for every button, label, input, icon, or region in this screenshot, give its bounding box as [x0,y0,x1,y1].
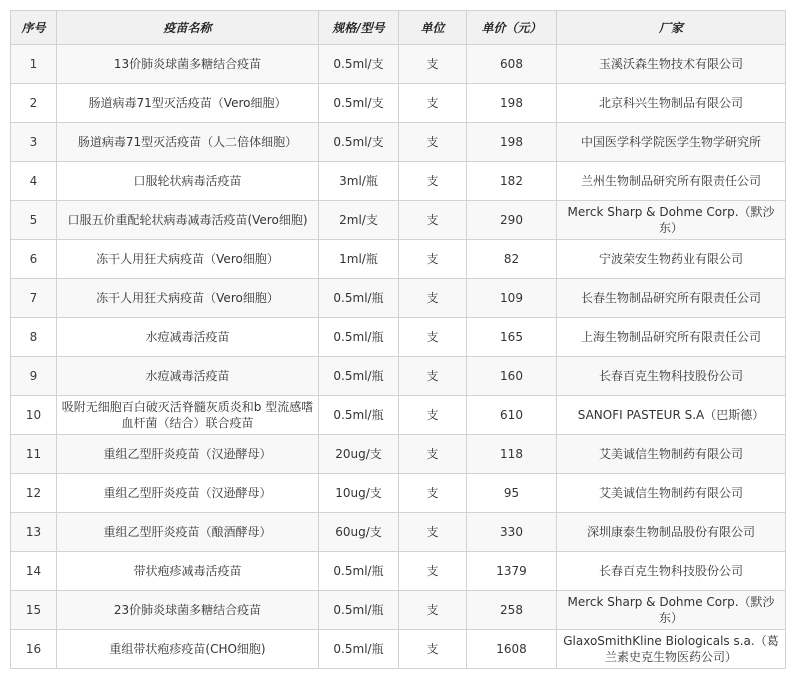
cell-spec: 0.5ml/瓶 [319,591,399,630]
cell-spec: 2ml/支 [319,201,399,240]
vaccine-price-table [10,10,786,669]
cell-spec: 3ml/瓶 [319,162,399,201]
cell-spec: 1ml/瓶 [319,240,399,279]
cell-price: 160 [467,357,557,396]
cell-name: 13价肺炎球菌多糖结合疫苗 [57,45,319,84]
header-spec: 规格/型号 [319,11,399,45]
cell-name: 重组带状疱疹疫苗(CHO细胞) [57,630,319,669]
cell-name: 水痘减毒活疫苗 [57,357,319,396]
cell-unit: 支 [399,84,467,123]
cell-price: 165 [467,318,557,357]
cell-no: 6 [11,240,57,279]
table-row [11,279,786,318]
cell-unit: 支 [399,474,467,513]
cell-unit: 支 [399,513,467,552]
cell-unit: 支 [399,123,467,162]
cell-spec: 0.5ml/支 [319,123,399,162]
cell-no: 2 [11,84,57,123]
cell-name: 带状疱疹减毒活疫苗 [57,552,319,591]
cell-unit: 支 [399,630,467,669]
cell-unit: 支 [399,318,467,357]
cell-maker: 艾美诚信生物制药有限公司 [557,474,786,513]
cell-unit: 支 [399,396,467,435]
cell-maker: 宁波荣安生物药业有限公司 [557,240,786,279]
cell-no: 9 [11,357,57,396]
cell-unit: 支 [399,357,467,396]
cell-no: 13 [11,513,57,552]
cell-name: 冻干人用狂犬病疫苗（Vero细胞） [57,279,319,318]
cell-maker: 北京科兴生物制品有限公司 [557,84,786,123]
cell-no: 8 [11,318,57,357]
table-row [11,240,786,279]
table-row [11,318,786,357]
cell-price: 1608 [467,630,557,669]
cell-no: 12 [11,474,57,513]
cell-name: 23价肺炎球菌多糖结合疫苗 [57,591,319,630]
cell-name: 吸附无细胞百白破灭活脊髓灰质炎和b 型流感嗜血杆菌（结合）联合疫苗 [57,396,319,435]
cell-spec: 20ug/支 [319,435,399,474]
cell-price: 182 [467,162,557,201]
table-row [11,591,786,630]
cell-maker: SANOFI PASTEUR S.A（巴斯德） [557,396,786,435]
cell-unit: 支 [399,162,467,201]
cell-no: 3 [11,123,57,162]
cell-name: 肠道病毒71型灭活疫苗（人二倍体细胞） [57,123,319,162]
cell-maker: 中国医学科学院医学生物学研究所 [557,123,786,162]
cell-spec: 0.5ml/支 [319,84,399,123]
table-row [11,45,786,84]
cell-maker: 玉溪沃森生物技术有限公司 [557,45,786,84]
cell-unit: 支 [399,45,467,84]
cell-price: 198 [467,84,557,123]
cell-name: 水痘减毒活疫苗 [57,318,319,357]
cell-maker: 上海生物制品研究所有限责任公司 [557,318,786,357]
table-row [11,84,786,123]
cell-spec: 60ug/支 [319,513,399,552]
cell-name: 口服五价重配轮状病毒减毒活疫苗(Vero细胞) [57,201,319,240]
cell-name: 冻干人用狂犬病疫苗（Vero细胞） [57,240,319,279]
cell-no: 14 [11,552,57,591]
cell-maker: 长春百克生物科技股份公司 [557,357,786,396]
cell-price: 608 [467,45,557,84]
cell-price: 258 [467,591,557,630]
table-row [11,435,786,474]
cell-spec: 0.5ml/瓶 [319,279,399,318]
cell-spec: 0.5ml/瓶 [319,396,399,435]
cell-maker: Merck Sharp & Dohme Corp.（默沙东） [557,591,786,630]
cell-spec: 0.5ml/瓶 [319,630,399,669]
cell-spec: 0.5ml/瓶 [319,552,399,591]
cell-maker: 兰州生物制品研究所有限责任公司 [557,162,786,201]
table-row [11,123,786,162]
cell-maker: 长春生物制品研究所有限责任公司 [557,279,786,318]
table-body [11,45,786,669]
cell-spec: 0.5ml/瓶 [319,318,399,357]
table-row [11,357,786,396]
table-row [11,201,786,240]
cell-no: 10 [11,396,57,435]
table-row [11,513,786,552]
header-maker: 厂家 [557,11,786,45]
cell-no: 5 [11,201,57,240]
cell-name: 重组乙型肝炎疫苗（汉逊酵母） [57,474,319,513]
cell-no: 7 [11,279,57,318]
cell-unit: 支 [399,435,467,474]
cell-price: 109 [467,279,557,318]
header-unit: 单位 [399,11,467,45]
cell-unit: 支 [399,201,467,240]
cell-price: 118 [467,435,557,474]
cell-unit: 支 [399,552,467,591]
cell-price: 82 [467,240,557,279]
cell-price: 290 [467,201,557,240]
cell-maker: Merck Sharp & Dohme Corp.（默沙东） [557,201,786,240]
cell-price: 95 [467,474,557,513]
cell-no: 4 [11,162,57,201]
cell-price: 330 [467,513,557,552]
cell-spec: 0.5ml/瓶 [319,357,399,396]
table-row [11,162,786,201]
cell-name: 重组乙型肝炎疫苗（汉逊酵母） [57,435,319,474]
table-row [11,396,786,435]
cell-unit: 支 [399,279,467,318]
cell-spec: 0.5ml/支 [319,45,399,84]
cell-price: 1379 [467,552,557,591]
cell-price: 610 [467,396,557,435]
cell-name: 重组乙型肝炎疫苗（酿酒酵母） [57,513,319,552]
cell-maker: 深圳康泰生物制品股份有限公司 [557,513,786,552]
cell-no: 11 [11,435,57,474]
cell-no: 1 [11,45,57,84]
cell-unit: 支 [399,591,467,630]
header-price: 单价（元） [467,11,557,45]
cell-no: 15 [11,591,57,630]
header-name: 疫苗名称 [57,11,319,45]
table-row [11,552,786,591]
cell-name: 口服轮状病毒活疫苗 [57,162,319,201]
cell-maker: 长春百克生物科技股份公司 [557,552,786,591]
header-no: 序号 [11,11,57,45]
header-row [11,11,786,45]
table-row [11,630,786,669]
cell-unit: 支 [399,240,467,279]
cell-name: 肠道病毒71型灭活疫苗（Vero细胞） [57,84,319,123]
cell-maker: 艾美诚信生物制药有限公司 [557,435,786,474]
cell-maker: GlaxoSmithKline Biologicals s.a.（葛兰素史克生物医药公司） [557,630,786,669]
table-row [11,474,786,513]
cell-price: 198 [467,123,557,162]
cell-spec: 10ug/支 [319,474,399,513]
cell-no: 16 [11,630,57,669]
